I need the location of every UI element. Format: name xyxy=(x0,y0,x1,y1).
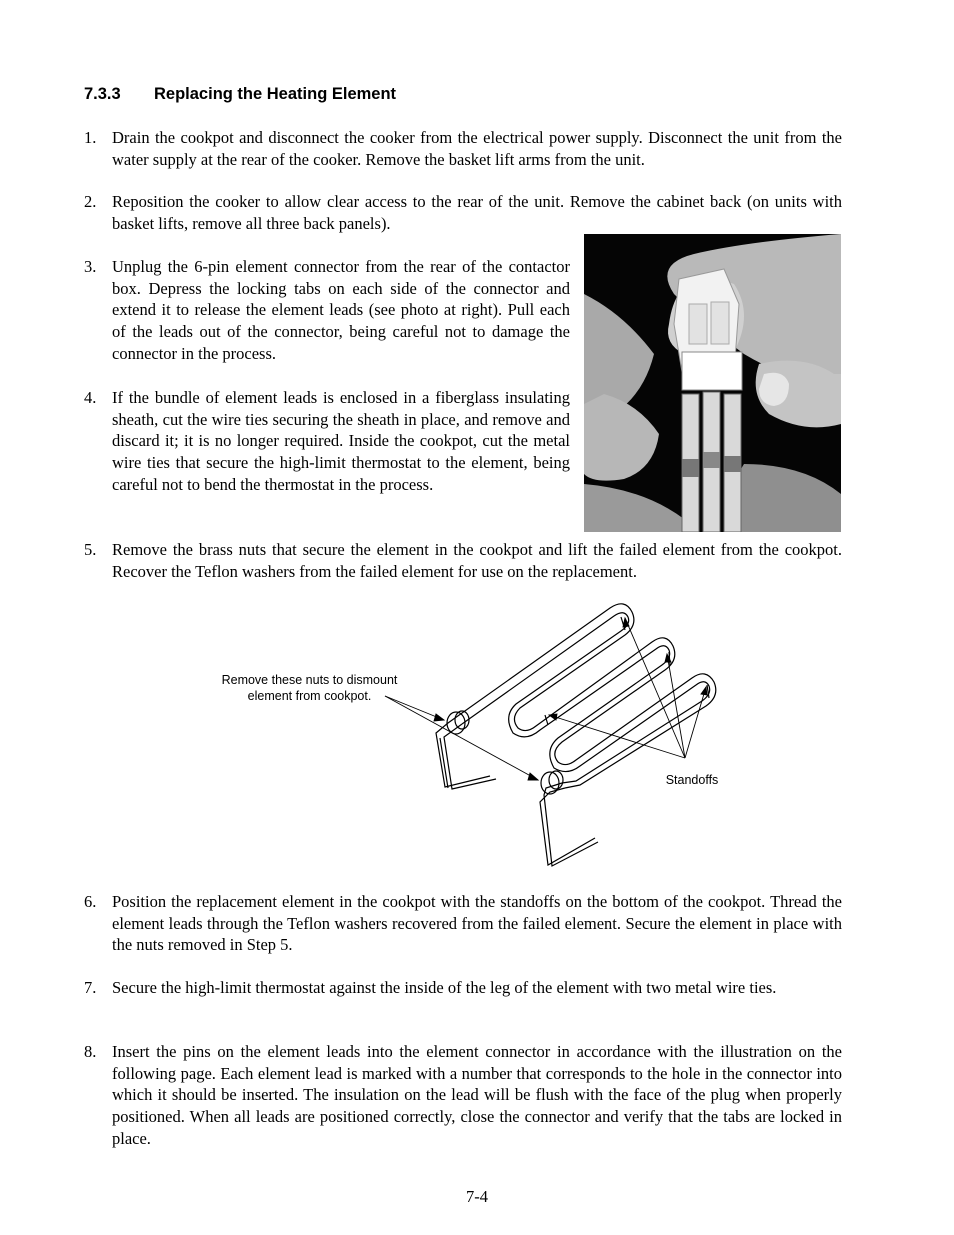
step-text: Unplug the 6-pin element connector from the rear of the contactor box. Depress the locking tabs on each side of the connector and extend it to release the element leads (see photo at right). Pull each of the leads out of the connector, being careful not to damage the connector in the process. xyxy=(112,257,570,363)
step-number: 6. xyxy=(84,892,97,911)
step-number: 8. xyxy=(84,1042,97,1061)
step-number: 3. xyxy=(84,257,97,276)
connector-photo xyxy=(584,234,841,532)
nuts-callout-label: Remove these nuts to dismount element from cookpot. xyxy=(221,673,398,703)
step-text: If the bundle of element leads is enclosed in a fiberglass insulating sheath, cut the wire ties securing the sheath in place, and remove and discard it; it is no longer required. Inside the cookpot, cut the metal wire ties that secure the high-limit thermostat to the element, being careful not to bend the thermostat in the process. xyxy=(112,388,570,494)
heating-element-diagram xyxy=(200,590,760,880)
page-number: 7-4 xyxy=(466,1187,488,1206)
step-text: Remove the brass nuts that secure the element in the cookpot and lift the failed element from the cookpot. Recover the Teflon washers from the failed element for use on the replacement. xyxy=(112,540,842,581)
section-title: Replacing the Heating Element xyxy=(154,85,397,103)
step-text: Drain the cookpot and disconnect the cooker from the electrical power supply. Disconnect the unit from the water supply at the rear of the cooker. Remove the basket lift arms from the unit. xyxy=(112,128,842,169)
step-7 xyxy=(84,977,842,999)
step-number: 4. xyxy=(84,388,97,407)
section-number: 7.3.3 xyxy=(84,85,121,103)
step-8 xyxy=(84,1041,842,1150)
step-3 xyxy=(84,256,570,365)
connector-photo-image xyxy=(584,234,841,532)
step-4 xyxy=(84,387,570,496)
heating-element-drawing xyxy=(200,590,760,880)
step-text: Insert the pins on the element leads into the element connector in accordance with the illustration on the following page. Each element lead is marked with a number that corresponds to the hole in the connector into which it should be inserted. The insulation on the lead will be flush with the face of the plug when properly positioned. When all leads are positioned correctly, close the connector and verify that the tabs are locked in place. xyxy=(112,1042,842,1148)
step-number: 2. xyxy=(84,192,97,211)
step-5 xyxy=(84,539,842,582)
step-1 xyxy=(84,127,842,170)
step-number: 7. xyxy=(84,978,97,997)
step-2 xyxy=(84,191,842,234)
step-text: Position the replacement element in the cookpot with the standoffs on the bottom of the cookpot. Thread the element leads through the Teflon washers recovered from the failed element. Secure the element in place with the nuts removed in Step 5. xyxy=(112,892,842,955)
step-number: 1. xyxy=(84,128,97,147)
step-text: Reposition the cooker to allow clear access to the rear of the unit. Remove the cabinet back (on units with basket lifts, remove all three back panels). xyxy=(112,192,842,233)
step-6 xyxy=(84,891,842,956)
section-heading xyxy=(84,85,396,104)
step-text: Secure the high-limit thermostat against the inside of the leg of the element with two metal wire ties. xyxy=(112,978,777,997)
standoffs-callout-label: Standoffs xyxy=(665,773,719,787)
step-number: 5. xyxy=(84,540,97,559)
